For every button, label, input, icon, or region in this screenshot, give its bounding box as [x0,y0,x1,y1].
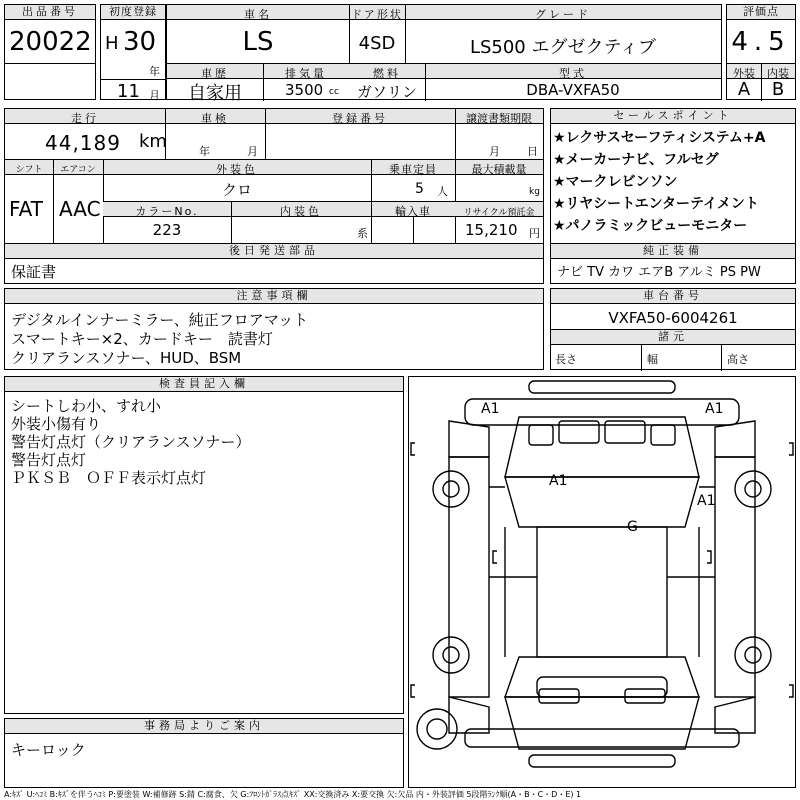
recycle-unit: 円 [529,227,540,240]
door-type: 4SD [358,33,396,54]
inspector-line-3: 警告灯点灯（クリアランスソナー） [11,433,251,451]
transfer-month-unit: 月 [489,145,500,158]
mileage: 44,189 [45,131,121,155]
ac-header: エアコン [60,165,96,175]
recycle-header: リサイクル預託金 [463,208,535,218]
sales-point-1: ★レクサスセーフティシステム+A [553,130,766,146]
mileage-header: 走行 [71,112,99,125]
chassis-header: 車台番号 [551,289,795,304]
intcolor-header: 内装色 [280,205,322,218]
office-text: キーロック [11,741,86,759]
notes-line-3: クリアランスソナー、HUD、BSM [11,349,242,367]
load-header: 最大積載量 [471,163,527,176]
transfer-header: 譲渡書類期限 [466,112,532,125]
after-header: 後日発送部品 [5,244,543,259]
score-box [726,4,796,100]
insp-year-unit: 年 [199,145,210,158]
door-header: ドア形状 [351,8,403,21]
notes-line-2: スマートキー×2、カードキー 読書灯 [11,330,273,348]
displacement: 3500 [285,81,324,99]
int-grade: B [771,79,785,100]
equipment: ナビ TV カワ エアB アルミ PS PW [557,265,761,280]
ext-header: 外装 [733,67,755,80]
mileage-unit: km [139,131,167,152]
reg-month: 11 [117,81,140,102]
inspector-line-4: 警告灯点灯 [11,451,87,469]
damage-mark-front-left: A1 [481,401,500,417]
sales-header: セールスポイント [551,109,795,124]
score-header: 評価点 [727,5,795,20]
regno-header: 登録番号 [332,112,388,125]
vehicle-details-box [4,108,544,284]
disp-header: 排気量 [285,67,327,80]
legend: A:ｷｽﾞ U:ﾍｺﾐ B:ｷｽﾞを伴うﾍｺﾐ P:要塗装 W:補修跡 S:錆 C:腐食、欠 G:ﾌﾛﾝﾄｶﾞﾗｽ点ｷｽﾞ XX:交換済み X:要交換 欠:欠品 内・外装評価 5段階ﾗﾝｸ順(A・B・C・D・E) 1 [4,790,582,799]
shift-header: シフト [15,165,43,175]
car-diagram [409,377,795,787]
damage-mark-windshield: G [627,519,638,535]
grade: LS500 エグゼクティブ [469,37,657,58]
sales-point-5: ★パノラミックビューモニター [553,218,748,234]
inspector-line-5: ＰＫＳＢ ＯＦＦ表示灯点灯 [11,469,207,487]
grade-header: グレード [535,8,591,21]
model-code: DBA-VXFA50 [526,81,620,99]
color-number: 223 [152,221,182,239]
inspector-line-1: シートしわ小、すれ小 [11,397,162,415]
first-reg-box [100,4,166,100]
year-unit: 年 [149,65,160,78]
month-unit: 月 [149,89,160,102]
ext-grade: A [737,79,751,100]
model-header: 型式 [559,67,587,80]
seats: 5 [415,181,424,197]
era-letter: H [105,33,119,54]
int-header: 内装 [767,67,789,80]
chassis-box [550,288,796,370]
lot-box [4,4,96,100]
reg-year: 30 [123,27,157,57]
sales-point-3: ★マークレビンソン [553,174,678,190]
fuel-header: 燃料 [373,67,401,80]
sales-point-4: ★リヤシートエンターテイメント [553,196,759,212]
shift: FAT [9,197,44,221]
intcolor-unit: 系 [357,227,368,240]
damage-mark-right-fender: A1 [697,493,716,509]
damage-mark-front-right: A1 [705,401,724,417]
inspector-header: 検査員記入欄 [5,377,403,392]
lot-header: 出品番号 [5,5,95,20]
after-parts: 保証書 [11,263,57,281]
notes-line-1: デジタルインナーミラー、純正フロアマット [11,311,309,329]
height-label: 高さ [727,353,749,366]
disp-unit: cc [329,87,339,97]
inspector-box [4,376,404,714]
history: 自家用 [188,83,242,104]
lot-number: 20022 [9,27,92,57]
sales-point-2: ★メーカーナビ、フルセグ [553,152,719,168]
seats-unit: 人 [437,185,448,198]
exterior-color: クロ [221,181,252,199]
history-header: 車歴 [201,67,229,80]
recycle-fee: 15,210 [465,221,518,239]
chassis-number: VXFA50-6004261 [608,309,738,327]
import-header: 輸入車 [395,205,431,218]
office-box [4,718,404,788]
name-model-box [166,4,722,104]
car-name: LS [242,27,274,57]
equip-header: 純正装備 [551,244,795,259]
damage-mark-hood: A1 [549,473,568,489]
notes-box [4,288,544,370]
length-label: 長さ [555,353,577,366]
transfer-day-unit: 日 [527,145,538,158]
width-label: 幅 [647,353,658,366]
air-conditioner: AAC [59,197,101,221]
insp-month-unit: 月 [247,145,258,158]
colorno-header: カラーNo. [135,205,199,218]
color-header: 外装色 [216,163,258,176]
first-reg-header: 初度登録 [101,5,165,20]
car-diagram-box [408,376,796,788]
sales-points-box [550,108,796,284]
inspector-line-2: 外装小傷有り [11,415,102,433]
load-unit: kg [529,187,540,197]
notes-header: 注意事項欄 [5,289,543,304]
name-header: 車名 [244,8,272,21]
inspection-header: 車検 [201,112,229,125]
fuel: ガソリン [356,83,417,101]
dims-header: 諸元 [551,330,795,345]
score: 4.5 [731,27,791,57]
seats-header: 乗車定員 [389,163,437,176]
office-header: 事務局よりご案内 [5,719,403,734]
